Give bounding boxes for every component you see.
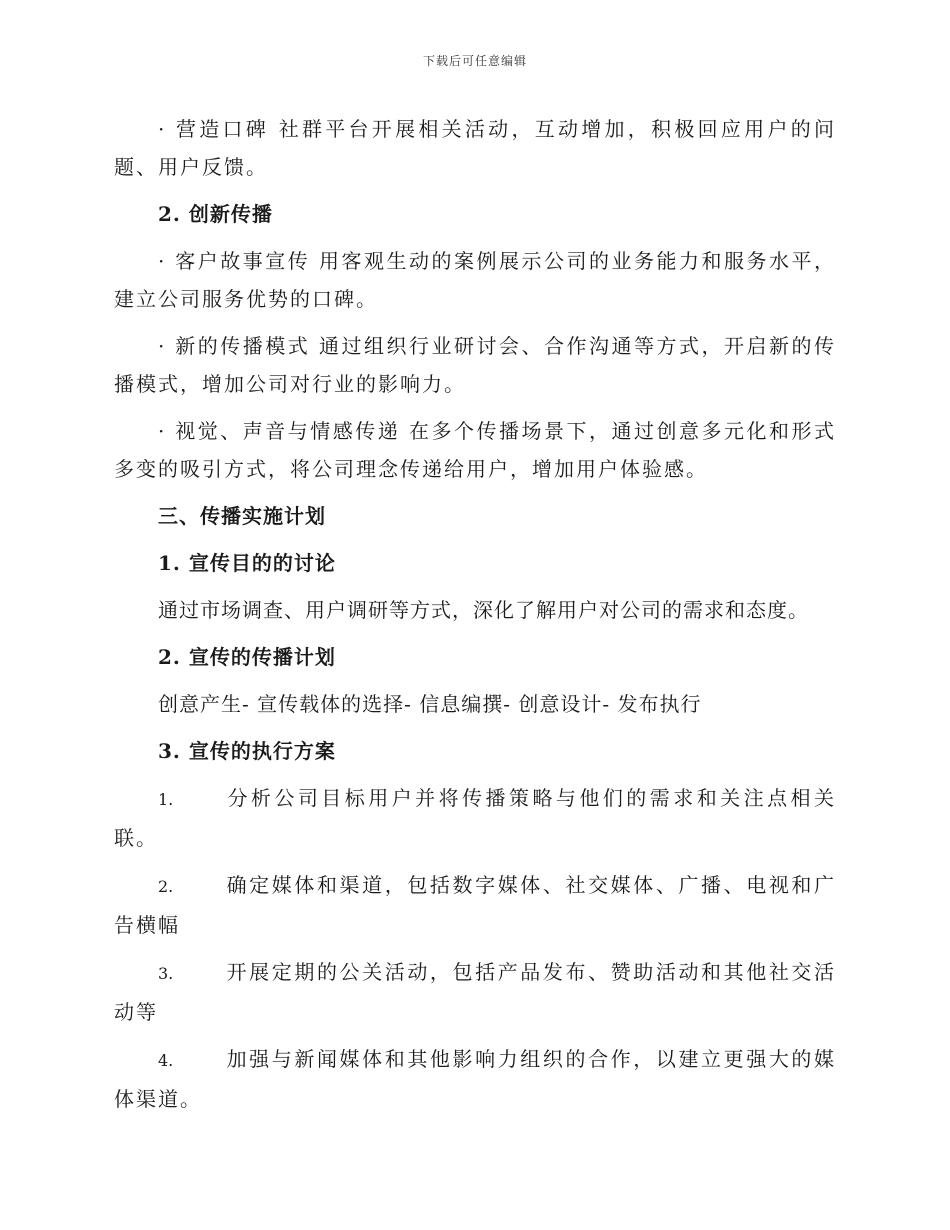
- list-item: [114, 1040, 836, 1118]
- list-item-text: 加强与新闻媒体和其他影响力组织的合作，以建立更强大的媒体渠道。: [114, 1047, 836, 1111]
- paragraph-word-of-mouth: · 营造口碑 社群平台开展相关活动，互动增加，积极回应用户的问题、用户反馈。: [114, 117, 836, 179]
- heading-execution-plan: 3. 宣传的执行方案: [158, 739, 336, 763]
- list-item-text: 开展定期的公关活动，包括产品发布、赞助活动和其他社交活动等: [114, 960, 836, 1024]
- list-item: [114, 953, 836, 1031]
- list-item-number: 4.: [158, 1051, 174, 1070]
- list-item-text: 分析公司目标用户并将传播策略与他们的需求和关注点相关联。: [114, 786, 836, 850]
- list-item: [114, 779, 836, 857]
- paragraph-visual-sound-emotion: · 视觉、声音与情感传递 在多个传播场景下，通过创意多元化和形式多变的吸引方式，将公司理念传递给用户，增加用户体验感。: [114, 419, 836, 481]
- paragraph-market-research: 通过市场调查、用户调研等方式，深化了解用户对公司的需求和态度。: [158, 598, 809, 622]
- heading-communication-plan: 2. 宣传的传播计划: [158, 645, 336, 669]
- list-item-number: 3.: [158, 964, 174, 983]
- page-header: 下载后可任意编辑: [422, 54, 527, 68]
- list-item: [114, 866, 836, 944]
- list-item-text: 确定媒体和渠道，包括数字媒体、社交媒体、广播、电视和广告横幅: [114, 873, 836, 937]
- paragraph-plan-steps: 创意产生- 宣传载体的选择- 信息编撰- 创意设计- 发布执行: [158, 692, 702, 716]
- paragraph-customer-stories: · 客户故事宣传 用客观生动的案例展示公司的业务能力和服务水平，建立公司服务优势的口碑。: [114, 249, 836, 311]
- heading-implementation-plan: 三、传播实施计划: [158, 504, 326, 528]
- heading-innovative-communication: 2. 创新传播: [158, 202, 273, 226]
- paragraph-new-communication-mode: · 新的传播模式 通过组织行业研讨会、合作沟通等方式，开启新的传播模式，增加公司对行业的影响力。: [114, 334, 836, 396]
- document-body: [114, 110, 836, 1127]
- list-item-number: 1.: [158, 790, 174, 809]
- list-item-number: 2.: [158, 877, 174, 896]
- heading-purpose-discussion: 1. 宣传目的的讨论: [158, 551, 336, 575]
